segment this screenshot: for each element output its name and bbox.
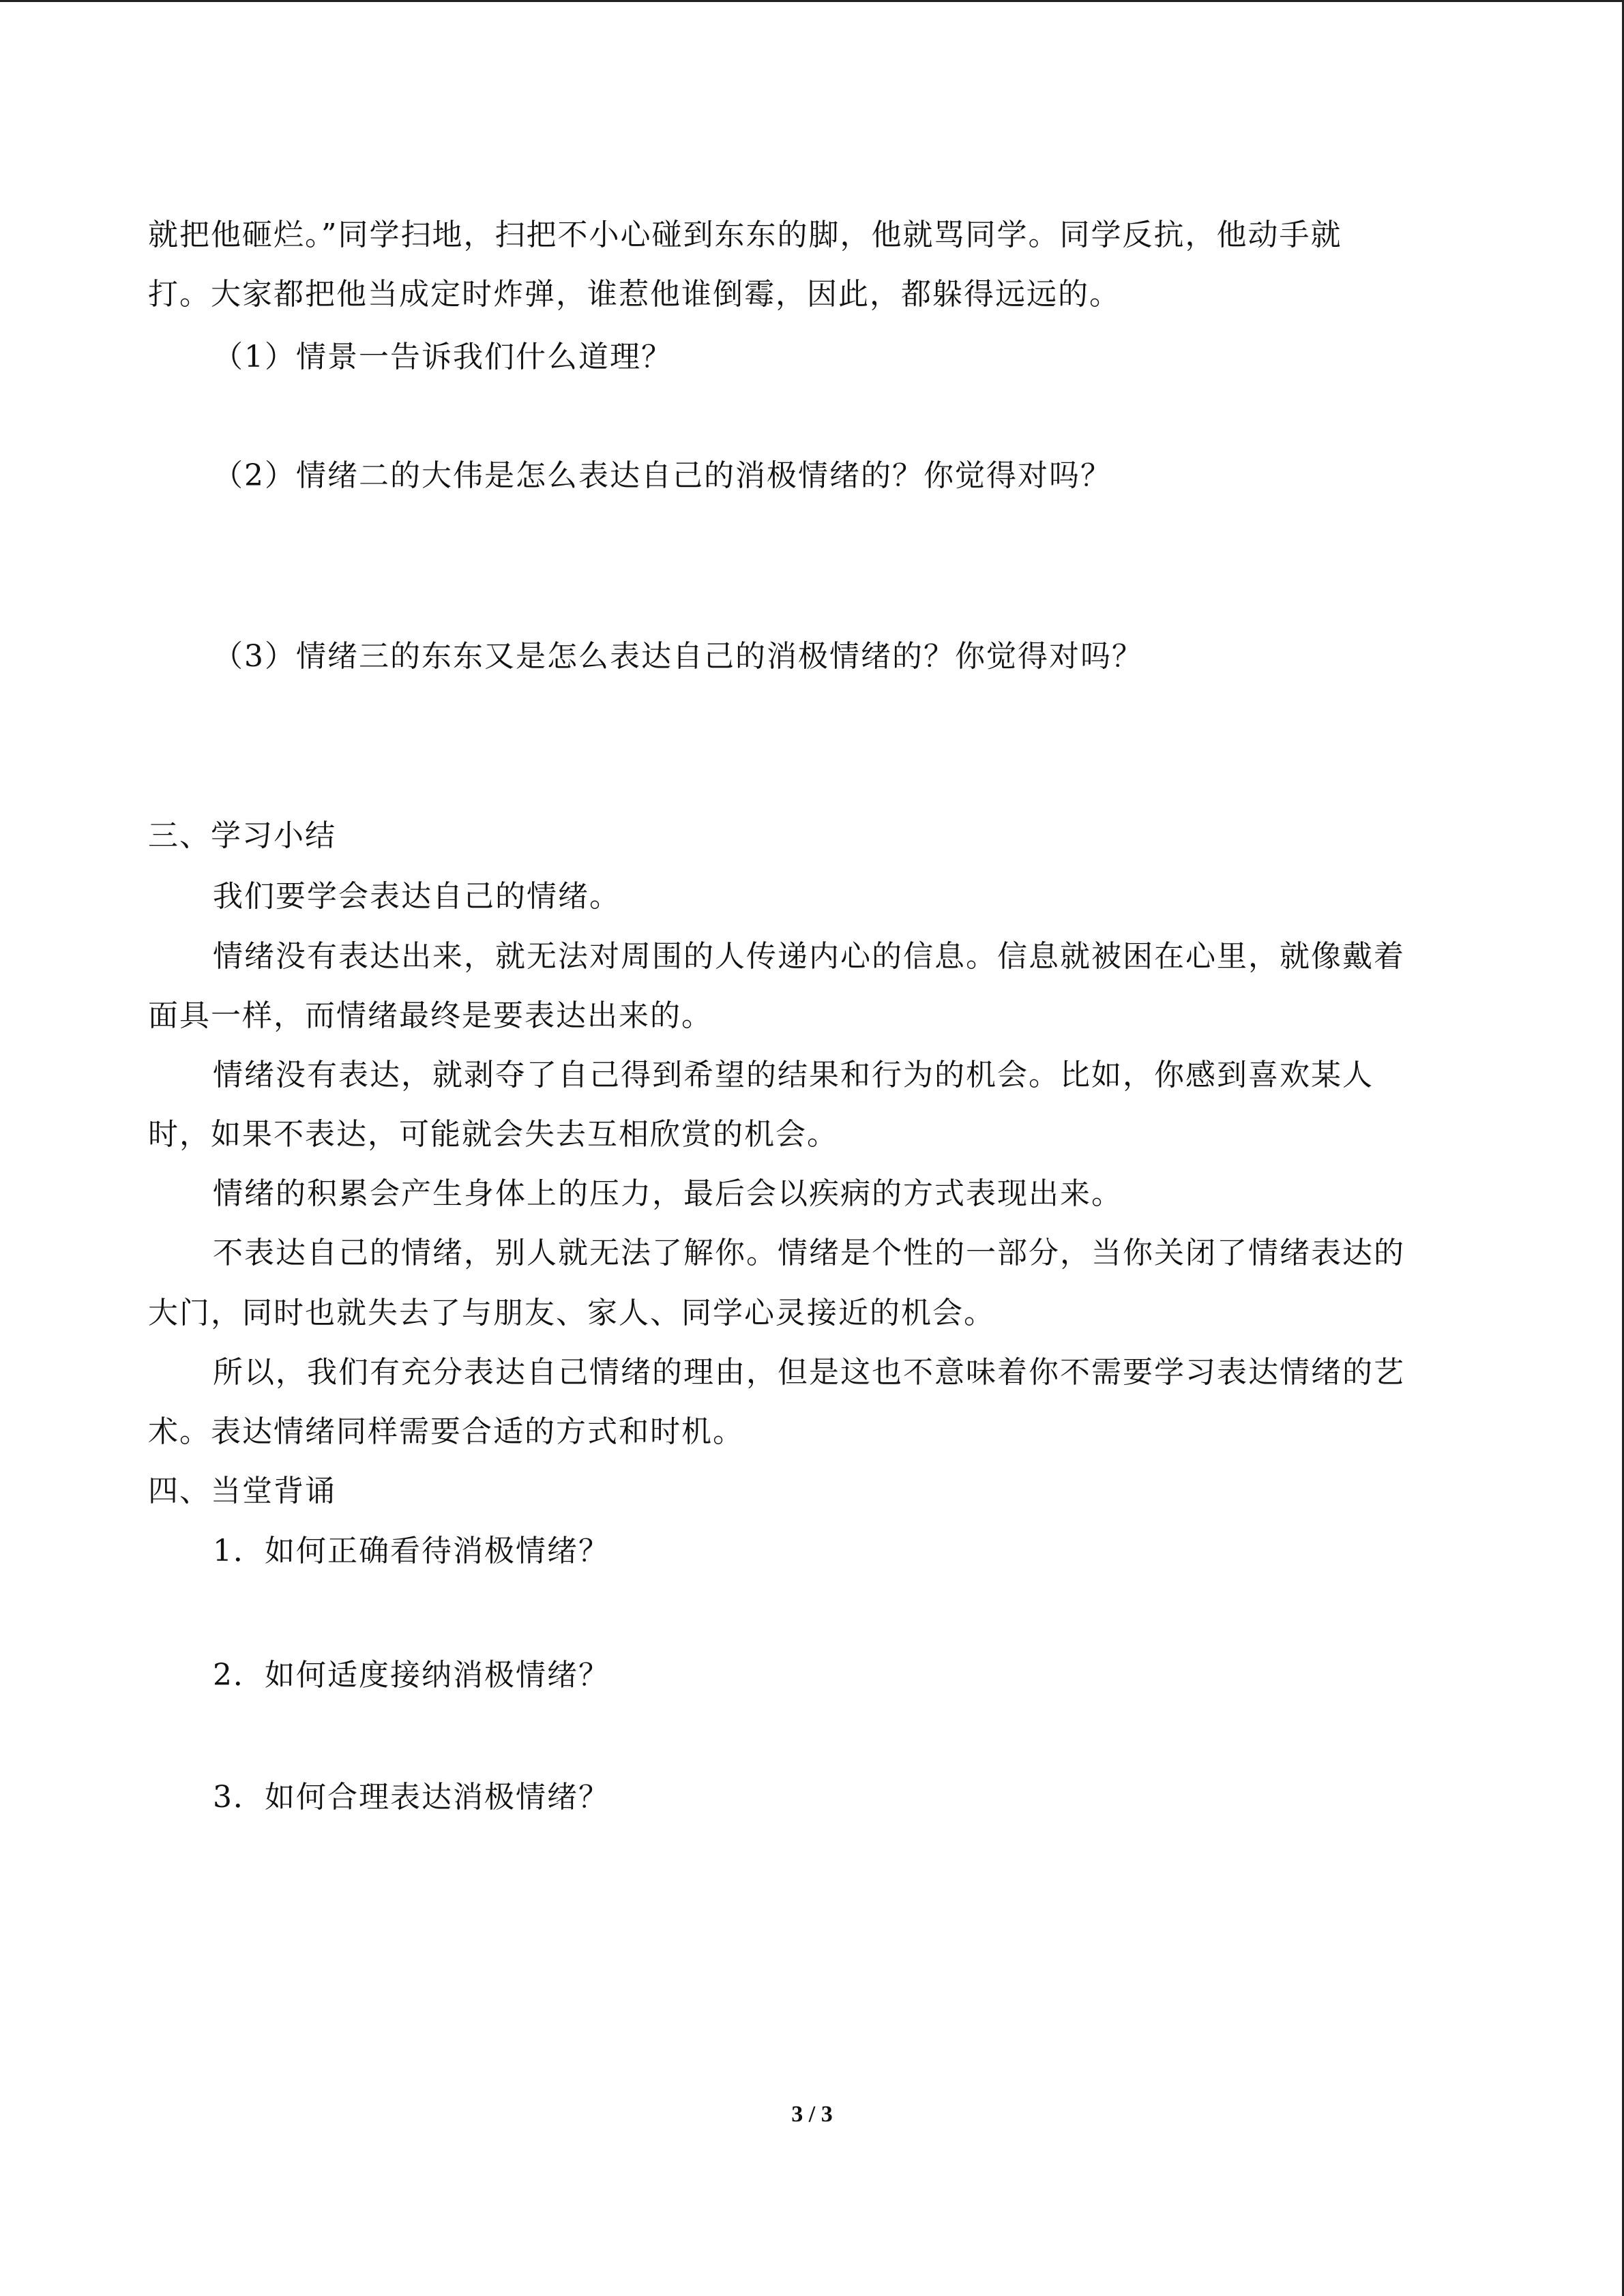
- summary-line: 我们要学会表达自己的情绪。: [213, 879, 621, 914]
- summary-line: 情绪没有表达出来，就无法对周围的人传递内心的信息。信息就被困在心里，就像戴着: [213, 939, 1405, 974]
- summary-line: 时，如果不表达，可能就会失去互相欣赏的机会。: [148, 1117, 838, 1152]
- recite-item-3: 3．如何合理表达消极情绪？: [213, 1780, 610, 1815]
- summary-line: 情绪没有表达，就剥夺了自己得到希望的结果和行为的机会。比如，你感到喜欢某人: [213, 1058, 1374, 1092]
- question-2: （2）情绪二的大伟是怎么表达自己的消极情绪的？你觉得对吗？: [213, 458, 1112, 493]
- question-1: （1）情景一告诉我们什么道理？: [213, 340, 673, 374]
- intro-line-2: 打。大家都把他当成定时炸弹，谁惹他谁倒霉，因此，都躲得远远的。: [148, 277, 1121, 312]
- recite-item-2: 2．如何适度接纳消极情绪？: [213, 1658, 610, 1693]
- summary-line: 情绪的积累会产生身体上的压力，最后会以疾病的方式表现出来。: [213, 1176, 1123, 1211]
- summary-line: 面具一样，而情绪最终是要表达出来的。: [148, 998, 713, 1033]
- summary-line: 术。表达情绪同样需要合适的方式和时机。: [148, 1414, 744, 1449]
- recite-item-1: 1．如何正确看待消极情绪？: [213, 1534, 610, 1568]
- section-heading-recite: 四、当堂背诵: [148, 1474, 336, 1508]
- summary-line: 所以，我们有充分表达自己情绪的理由，但是这也不意味着你不需要学习表达情绪的艺: [213, 1355, 1405, 1390]
- page-number: 3 / 3: [791, 2102, 833, 2127]
- page-top-border: [0, 0, 1624, 2]
- question-3: （3）情绪三的东东又是怎么表达自己的消极情绪的？你觉得对吗？: [213, 639, 1143, 674]
- summary-line: 不表达自己的情绪，别人就无法了解你。情绪是个性的一部分，当你关闭了情绪表达的: [213, 1236, 1405, 1270]
- section-heading-summary: 三、学习小结: [148, 818, 336, 853]
- intro-line-1: 就把他砸烂。”同学扫地，扫把不小心碰到东东的脚，他就骂同学。同学反抗，他动手就: [148, 218, 1342, 252]
- summary-line: 大门，同时也就失去了与朋友、家人、同学心灵接近的机会。: [148, 1296, 995, 1330]
